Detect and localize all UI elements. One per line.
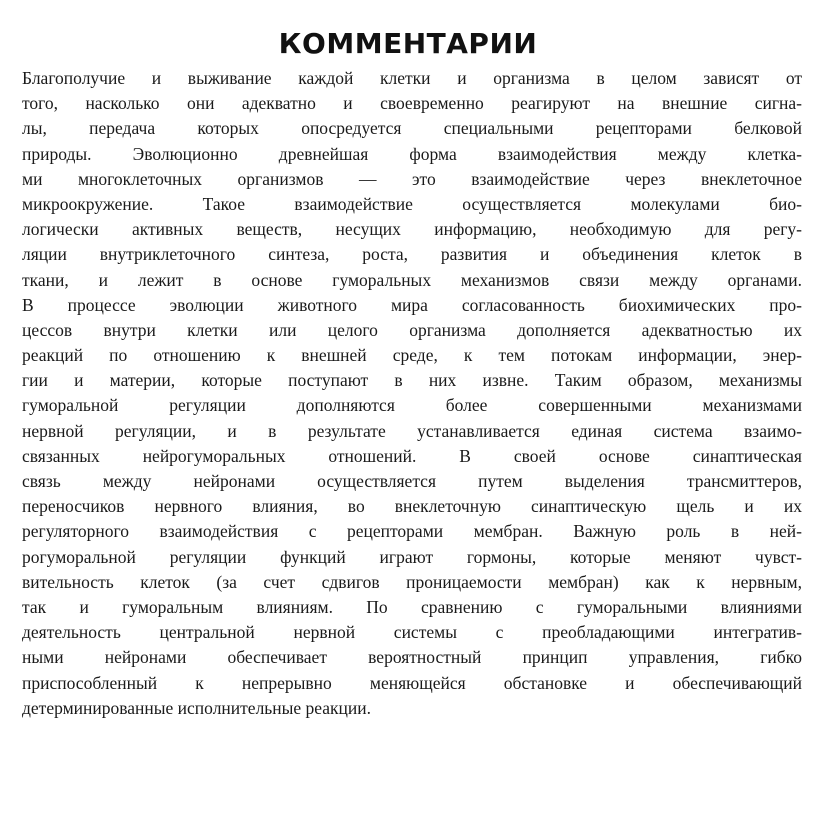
- text-line: приспособленный к непрерывно меняющейся обстановке и обеспечивающий: [22, 672, 802, 693]
- text-line: ми многоклеточных организмов — это взаимодействие через внеклеточное: [22, 168, 802, 189]
- comment-paragraph: [22, 66, 802, 721]
- text-line: связанных нейрогуморальных отношений. В своей основе синаптическая: [22, 445, 802, 466]
- text-line: связь между нейронами осуществляется путем выделения трансмиттеров,: [22, 471, 802, 491]
- text-line: рогуморальной регуляции функций играют гормоны, которые меняют чувст-: [22, 546, 802, 567]
- text-line: детерминированные исполнительные реакции.: [22, 697, 372, 718]
- text-line: гии и материи, которые поступают в них извне. Таким образом, механизмы: [22, 370, 802, 391]
- text-line: микроокружение. Такое взаимодействие осуществляется молекулами био-: [22, 193, 802, 214]
- text-line: так и гуморальным влияниям. По сравнению с гуморальными влияниями: [22, 596, 802, 617]
- text-line: реакций по отношению к внешней среде, к тем потокам информации, энер-: [22, 345, 802, 366]
- text-line: вительность клеток (за счет сдвигов проницаемости мембран) как к нервным,: [22, 571, 802, 592]
- text-line: В процессе эволюции животного мира согласованность биохимических про-: [22, 294, 802, 315]
- text-line: природы. Эволюционно древнейшая форма взаимодействия между клетка-: [22, 143, 802, 164]
- text-line: логически активных веществ, несущих информацию, необходимую для регу-: [22, 219, 802, 240]
- text-line: ляции внутриклеточного синтеза, роста, развития и объединения клеток в: [22, 244, 802, 265]
- text-line: деятельность центральной нервной системы с преобладающими интегратив-: [22, 622, 802, 643]
- page-title: КОММЕНТАРИИ: [278, 27, 538, 60]
- text-line: цессов внутри клетки или целого организма дополняется адекватностью их: [22, 319, 802, 340]
- text-line: лы, передача которых опосредуется специальными рецепторами белковой: [22, 118, 802, 139]
- text-line: Благополучие и выживание каждой клетки и организма в целом зависят от: [22, 68, 802, 88]
- text-line: нервной регуляции, и в результате устанавливается единая система взаимо-: [22, 420, 802, 441]
- text-line: ными нейронами обеспечивает вероятностный принцип управления, гибко: [22, 647, 802, 668]
- text-line: гуморальной регуляции дополняются более совершенными механизмами: [22, 395, 802, 416]
- text-line: ткани, и лежит в основе гуморальных механизмов связи между органами.: [22, 269, 802, 290]
- text-line: переносчиков нервного влияния, во внеклеточную синаптическую щель и их: [22, 496, 802, 517]
- text-line: того, насколько они адекватно и своевременно реагируют на внешние сигна-: [22, 93, 802, 114]
- text-line: регуляторного взаимодействия с рецепторами мембран. Важную роль в ней-: [22, 521, 802, 542]
